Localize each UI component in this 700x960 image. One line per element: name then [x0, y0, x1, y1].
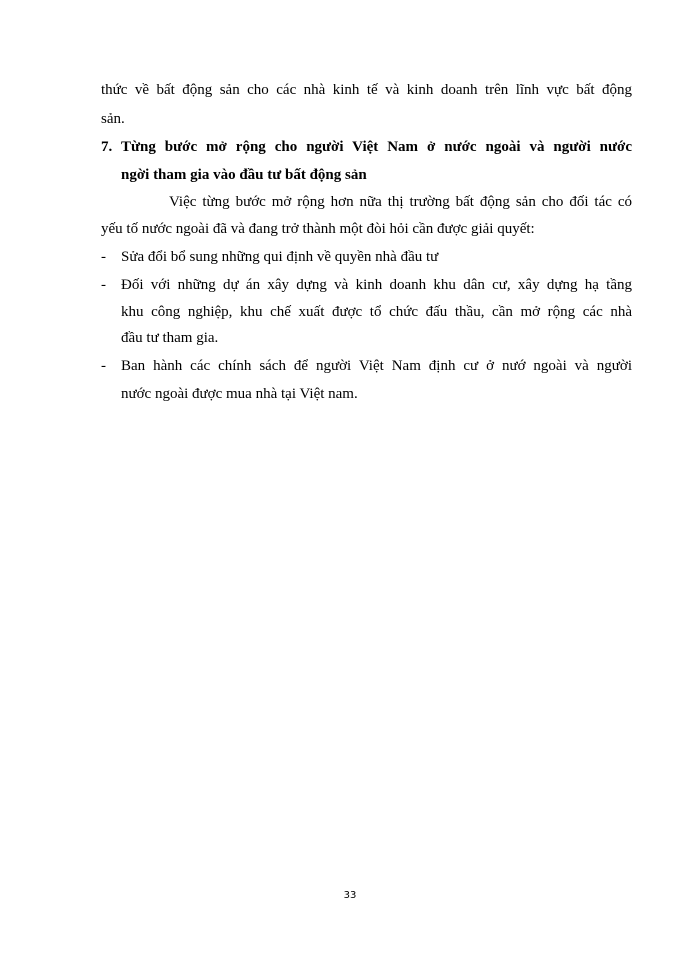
bullet-line: Sửa đổi bổ sung những qui định về quyền nhà đầu tư — [121, 249, 439, 265]
section-heading-line: ngời tham gia vào đầu tư bất động sản — [121, 167, 367, 183]
bullet-marker: - — [101, 277, 106, 293]
paragraph-continuation-line: sản. — [101, 111, 125, 127]
page-number: 33 — [343, 890, 357, 901]
paragraph-continuation-line: thức về bất động sản cho các nhà kinh tế và kinh doanh trên lĩnh vực bất động — [101, 82, 632, 98]
intro-line: yếu tố nước ngoài đã và đang trở thành một đòi hỏi cần được giải quyết: — [101, 221, 535, 237]
bullet-line: đầu tư tham gia. — [121, 330, 219, 346]
bullet-line: nước ngoài được mua nhà tại Việt nam. — [121, 386, 358, 402]
bullet-line: khu công nghiệp, khu chế xuất được tổ chức đấu thầu, cần mở rộng các nhà — [121, 304, 632, 320]
bullet-line: Đối với những dự án xây dựng và kinh doanh khu dân cư, xây dựng hạ tầng — [121, 277, 632, 293]
bullet-line: Ban hành các chính sách để người Việt Nam định cư ở nướ ngoài và người — [121, 358, 632, 374]
section-heading-line: Từng bước mở rộng cho người Việt Nam ở nước ngoài và người nước — [121, 139, 632, 155]
intro-line: Việc từng bước mở rộng hơn nữa thị trường bất động sản cho đối tác có — [169, 194, 632, 210]
bullet-marker: - — [101, 249, 106, 265]
section-number: 7. — [101, 139, 113, 155]
bullet-marker: - — [101, 358, 106, 374]
